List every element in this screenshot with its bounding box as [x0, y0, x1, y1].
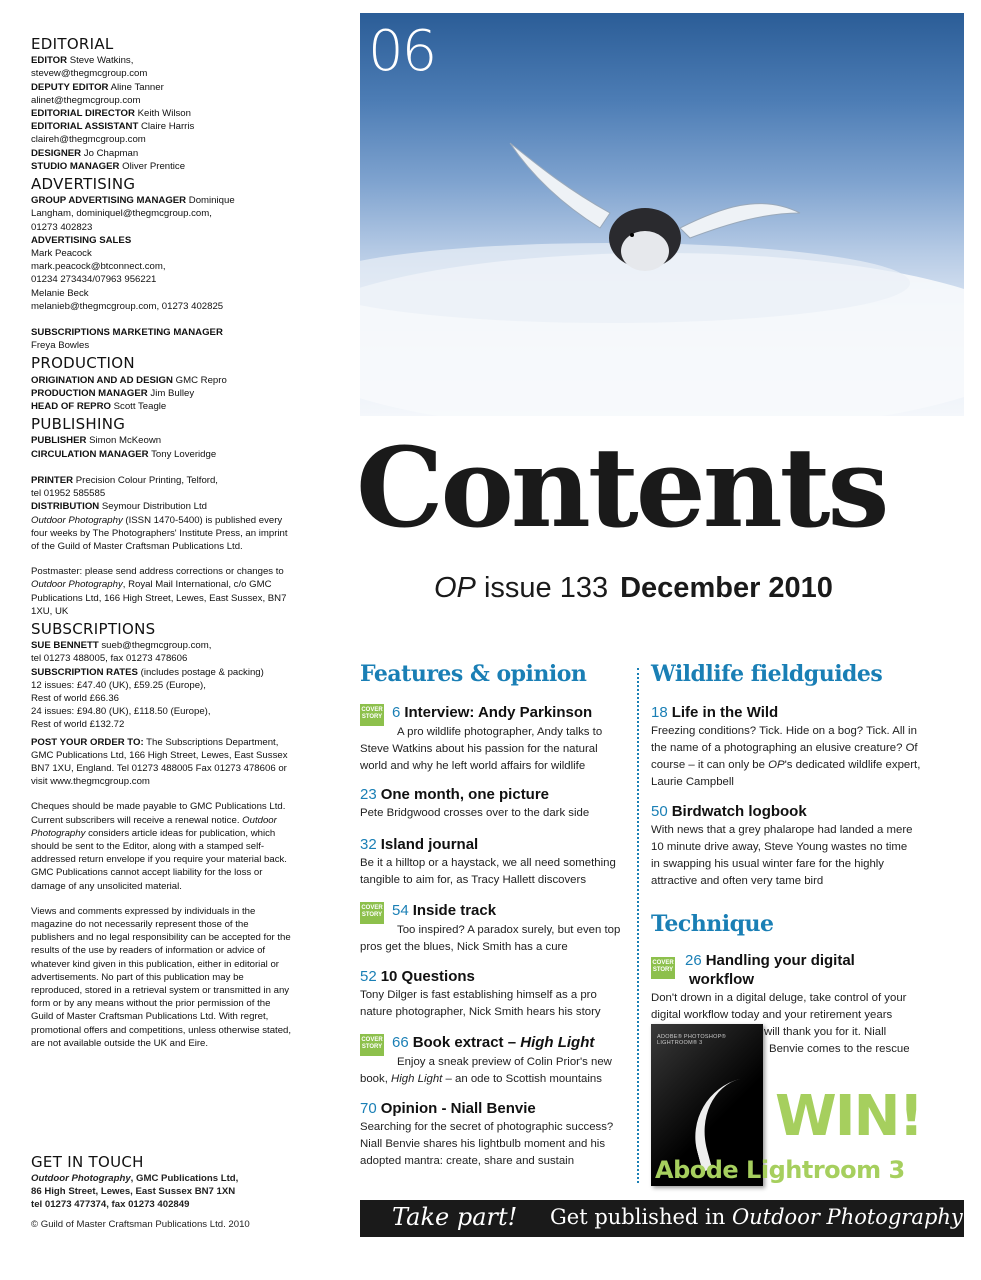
wildlife-title: Birdwatch logbook [671, 803, 807, 820]
issue-number: issue 133 [475, 572, 609, 604]
masthead-line [31, 234, 293, 247]
masthead-role: SUBSCRIPTION RATES [31, 666, 138, 678]
wildlife-desc-italic: OP [768, 759, 785, 771]
masthead-role: PRODUCTION MANAGER [31, 387, 148, 399]
page-ref: 18 [651, 704, 668, 721]
masthead-role: GROUP ADVERTISING MANAGER [31, 195, 187, 207]
issn-italic: Outdoor Photography [31, 514, 123, 526]
masthead-line [31, 500, 293, 513]
badge-line2: STORY [361, 912, 383, 918]
get-published-text [550, 1205, 963, 1229]
masthead-text: stevew@thegmcgroup.com [31, 68, 148, 80]
production-heading: PRODUCTION [31, 354, 135, 373]
masthead-text: (includes postage & packing) [137, 666, 264, 678]
editorial-heading: EDITORIAL [31, 35, 114, 53]
postmaster-b: , Royal Mail International, c/o GMC Publications Ltd, 166 High Street, Lewes, East Sussex, BN7 1XU, UK [31, 579, 287, 617]
feature-title: One month, one picture [380, 786, 550, 803]
masthead-text: alinet@thegmcgroup.com [31, 94, 141, 106]
masthead-line [31, 679, 293, 692]
technique-desc-1: Don't drown in a digital deluge, take control of your digital workflow today and your retirement years [651, 992, 907, 1021]
win-prize: Abode Lightroom 3 [655, 1156, 905, 1184]
masthead-line [31, 652, 293, 665]
masthead-role: DISTRIBUTION [31, 501, 100, 513]
subscriptions-section [31, 619, 293, 1050]
masthead-line [31, 287, 293, 300]
technique-title-line1: Handling your digital [705, 952, 855, 969]
contact-company: , GMC Publications Ltd, [130, 1173, 239, 1184]
badge-line1: COVER [361, 1037, 383, 1043]
cheques-b: considers article ideas for publication, which should be sent to the Editor, along with a stamped self-addressed return envelope if you require your material back. GMC Publications cannot accept liability for the loss or damage of any unsolicited material. [31, 827, 287, 892]
masthead-line [31, 133, 293, 146]
page-ref: 6 [392, 704, 401, 721]
feature-desc [360, 1054, 625, 1088]
masthead-text: Melanie Beck [31, 287, 89, 299]
feature-item[interactable] [360, 836, 630, 889]
masthead-text: Aline Tanner [108, 81, 164, 93]
take-part-label: Take part! [392, 1203, 518, 1231]
box-label: ADOBE® PHOTOSHOP® LIGHTROOM® 3 [657, 1034, 727, 1046]
masthead-text: mark.peacock@btconnect.com, [31, 261, 166, 273]
masthead-text: Oliver Prentice [119, 160, 186, 172]
masthead-line [31, 67, 293, 80]
get-published-italic: Outdoor Photography [731, 1205, 963, 1229]
masthead-line [31, 448, 293, 461]
masthead-line [31, 81, 293, 94]
feature-item[interactable] [360, 786, 625, 822]
feature-item[interactable] [360, 1034, 625, 1088]
masthead-text: Claire Harris [138, 121, 195, 133]
masthead-role: DESIGNER [31, 147, 82, 159]
publishing-section [31, 415, 293, 618]
advertising-lines [31, 194, 293, 352]
wildlife-title: Life in the Wild [671, 704, 779, 721]
masthead-line [31, 54, 293, 67]
take-part-banner[interactable] [360, 1200, 964, 1237]
page-ref: 23 [360, 786, 377, 803]
masthead-line [31, 705, 293, 718]
wildlife-heading: Wildlife fieldguides [651, 661, 883, 687]
masthead-role: CIRCULATION MANAGER [31, 448, 149, 460]
masthead-text: Simon McKeown [86, 435, 162, 447]
post-order-role: POST YOUR ORDER TO: [31, 736, 144, 748]
cheques-italic: Outdoor Photography [31, 814, 277, 839]
feature-desc-a: Enjoy a sneak preview of Colin Prior's new book, [360, 1056, 612, 1085]
wildlife-item[interactable] [651, 803, 913, 890]
masthead-column [31, 35, 293, 1050]
masthead-text: Keith Wilson [134, 108, 191, 120]
masthead-line [31, 107, 293, 120]
post-order-paragraph [31, 736, 293, 789]
subscriptions-heading: SUBSCRIPTIONS [31, 619, 156, 638]
masthead-role: DEPUTY EDITOR [31, 81, 109, 93]
technique-title-line2: workflow [689, 971, 755, 988]
op-label: OP [434, 572, 476, 604]
masthead-role: HEAD OF REPRO [31, 401, 111, 413]
masthead-role: ORIGINATION AND AD DESIGN [31, 374, 173, 386]
publishing-heading: PUBLISHING [31, 415, 126, 434]
masthead-text: Precision Colour Printing, Telford, [73, 474, 218, 486]
wildlife-desc [651, 725, 920, 788]
feature-title: 10 Questions [380, 968, 475, 985]
masthead-line [31, 692, 293, 705]
masthead-line [31, 387, 293, 400]
editorial-section [31, 35, 293, 173]
feature-desc-italic: High Light [391, 1073, 443, 1085]
masthead-line [31, 326, 293, 339]
cover-story-badge [360, 704, 384, 726]
copyright: © Guild of Master Craftsman Publications Ltd. 2010 [31, 1219, 250, 1230]
issue-line [434, 572, 833, 605]
masthead-line [31, 339, 293, 352]
feature-item[interactable] [360, 704, 625, 775]
feature-desc: Searching for the secret of photographic success? Niall Benvie shares his lightbulb moment and his adopted mantra: create, share and sustain [360, 1121, 614, 1167]
masthead-text: Scott Teagle [110, 401, 167, 413]
masthead-line [31, 487, 293, 500]
feature-desc-b: – an ode to Scottish mountains [442, 1073, 602, 1085]
masthead-role: ADVERTISING SALES [31, 234, 132, 246]
masthead-line [31, 194, 293, 207]
cheques-a: Cheques should be made payable to GMC Publications Ltd. Current subscribers will receive a renewal notice. [31, 801, 286, 826]
technique-desc-3: Benvie comes to the rescue [769, 1043, 910, 1055]
masthead-line [31, 434, 293, 447]
technique-heading: Technique [651, 911, 774, 937]
contact-line1 [31, 1172, 301, 1185]
feature-desc: A pro wildlife photographer, Andy talks to Steve Watkins about his passion for the natural world and why he left world affairs for wildlife [360, 726, 603, 772]
masthead-line [31, 221, 293, 234]
masthead-line [31, 474, 293, 487]
masthead-text: 01234 273434/07963 956221 [31, 274, 157, 286]
feature-item[interactable] [360, 902, 625, 956]
bird-in-flight-illustration [360, 13, 964, 416]
masthead-line [31, 247, 293, 260]
feature-title: Island journal [380, 836, 479, 853]
masthead-line [31, 260, 293, 273]
production-lines [31, 374, 293, 414]
technique-title-block [685, 952, 931, 990]
technique-desc-2: will thank you for it. Niall [764, 1026, 887, 1038]
masthead-line [31, 666, 293, 679]
issn-text: (ISSN 1470-5400) is published every four weeks by The Photographers' Institute Press, an imprint of the Guild of Master Craftsman Publications Ltd. [31, 514, 288, 552]
views-paragraph: Views and comments expressed by individuals in the magazine do not necessarily represent those of the publishers and no legal responsibility can be accepted for the results of the use by readers of information or advice of whatever kind given in this publication, either in editorial or advertisements. No part of this publication may be reproduced, stored in a retrieval system or transmitted in any form or by any means without the prior permission of the Guild of Master Craftsman Publications Ltd. With regret, promotional offers and competitions, unless otherwise stated, are not available outside the UK and Eire. [31, 905, 292, 1049]
contact-section [31, 1153, 301, 1231]
masthead-role: EDITOR [31, 55, 68, 67]
contact-line2: 86 High Street, Lewes, East Sussex BN7 1XN [31, 1186, 236, 1197]
masthead-role: PUBLISHER [31, 435, 87, 447]
masthead-text: Dominique [186, 195, 235, 207]
masthead-text: GMC Repro [172, 374, 227, 386]
page-ref: 70 [360, 1100, 377, 1117]
feature-desc: Tony Dilger is fast establishing himself as a pro nature photographer, Nick Smith hears his story [360, 989, 601, 1018]
subscriptions-lines [31, 639, 293, 731]
postmaster-a: Postmaster: please send address corrections or changes to [31, 566, 284, 578]
feature-desc: Too inspired? A paradox surely, but even top pros get the blues, Nick Smith has a cure [360, 924, 621, 953]
masthead-text: 24 issues: £94.80 (UK), £118.50 (Europe), [31, 706, 211, 718]
masthead-line [31, 207, 293, 220]
masthead-line [31, 313, 293, 326]
masthead-text: Steve Watkins, [67, 55, 134, 67]
postmaster-italic: Outdoor Photography [31, 579, 123, 591]
masthead-text: 12 issues: £47.40 (UK), £59.25 (Europe), [31, 679, 206, 691]
wildlife-desc-a: Freezing conditions? Tick. Hide on a bog? Tick. All in the name of a photographing an elusive creature? Of course – it can only be [651, 725, 918, 771]
masthead-role: STUDIO MANAGER [31, 160, 120, 172]
win-headline: WIN! [775, 1084, 923, 1149]
masthead-role: SUBSCRIPTIONS MARKETING MANAGER [31, 327, 223, 339]
masthead-text: Mark Peacock [31, 248, 92, 260]
masthead-text: Rest of world £132.72 [31, 719, 125, 731]
masthead-text: Freya Bowles [31, 340, 90, 352]
column-divider [637, 668, 639, 1183]
feature-title: Opinion - Niall Benvie [380, 1100, 536, 1117]
advertising-section [31, 175, 293, 352]
publishing-lines [31, 434, 293, 513]
page-ref: 52 [360, 968, 377, 985]
masthead-text: Seymour Distribution Ltd [99, 501, 207, 513]
masthead-text: tel 01952 585585 [31, 488, 106, 500]
masthead-role: EDITORIAL ASSISTANT [31, 121, 139, 133]
page-ref: 54 [392, 902, 409, 919]
masthead-line [31, 300, 293, 313]
wildlife-desc: With news that a grey phalarope had landed a mere 10 minute drive away, Steve Young wastes no time in swapping his usual winter fare for the highly attractive and often very tame bird [651, 824, 913, 887]
masthead-line [31, 94, 293, 107]
masthead-text: sueb@thegmcgroup.com, [98, 640, 212, 652]
advertising-heading: ADVERTISING [31, 175, 136, 194]
masthead-text: Jim Bulley [147, 387, 195, 399]
masthead-line [31, 639, 293, 652]
feature-desc: Be it a hilltop or a haystack, we all need something tangible to aim for, as Tracy Hallett discovers [360, 857, 616, 886]
issue-date: December 2010 [620, 572, 833, 604]
page-ref: 32 [360, 836, 377, 853]
postmaster-paragraph [31, 565, 293, 618]
masthead-role: EDITORIAL DIRECTOR [31, 108, 135, 120]
masthead-role: PRINTER [31, 474, 74, 486]
feature-item[interactable] [360, 1100, 625, 1170]
badge-line2: STORY [652, 967, 674, 973]
wildlife-desc-b: 's dedicated wildlife expert, Laurie Campbell [651, 759, 921, 788]
masthead-text: 01273 402823 [31, 221, 93, 233]
badge-line1: COVER [361, 905, 383, 911]
masthead-line [31, 400, 293, 413]
masthead-line [31, 273, 293, 286]
feature-title: Inside track [412, 902, 497, 919]
contents-title: Contents [356, 423, 887, 552]
post-order-text: The Subscriptions Department, GMC Publications Ltd, 166 High Street, Lewes, East Sussex BN7 1XU, England. Tel 01273 488005 Fax 01273 478606 or visit www.thegmcgroup.com [31, 736, 288, 788]
contact-magazine: Outdoor Photography [31, 1173, 131, 1184]
badge-line2: STORY [361, 1044, 383, 1050]
feature-title-italic: High Light [520, 1034, 595, 1051]
masthead-line [31, 160, 293, 173]
masthead-text: Langham, dominiquel@thegmcgroup.com, [31, 208, 212, 220]
get-published-a: Get published in [550, 1205, 732, 1229]
page-number: 06 [368, 19, 436, 84]
cover-story-badge [360, 902, 384, 924]
wildlife-item[interactable] [651, 704, 923, 791]
masthead-text: claireh@thegmcgroup.com [31, 134, 146, 146]
editorial-lines [31, 54, 293, 173]
cover-story-badge [651, 957, 675, 979]
masthead-line [31, 718, 293, 731]
badge-line1: COVER [652, 960, 674, 966]
masthead-text: melanieb@thegmcgroup.com, 01273 402825 [31, 300, 224, 312]
masthead-line [31, 147, 293, 160]
masthead-line [31, 461, 293, 474]
contact-heading: GET IN TOUCH [31, 1153, 144, 1171]
features-heading: Features & opinion [360, 661, 587, 687]
feature-desc: Pete Bridgwood crosses over to the dark side [360, 807, 590, 819]
masthead-role: SUE BENNETT [31, 640, 99, 652]
cover-story-badge [360, 1034, 384, 1056]
masthead-line [31, 374, 293, 387]
badge-line1: COVER [361, 707, 383, 713]
feature-title: Book extract – [412, 1034, 521, 1051]
masthead-text: Jo Chapman [81, 147, 139, 159]
production-section [31, 354, 293, 413]
contact-line3: tel 01273 477374, fax 01273 402849 [31, 1199, 190, 1210]
masthead-text: Rest of world £66.36 [31, 692, 119, 704]
masthead-text: Tony Loveridge [148, 448, 217, 460]
hero-photo [360, 13, 964, 416]
issn-paragraph [31, 514, 293, 554]
page-ref: 50 [651, 803, 668, 820]
masthead-text: tel 01273 488005, fax 01273 478606 [31, 653, 188, 665]
page-ref: 26 [685, 952, 702, 969]
feature-item[interactable] [360, 968, 625, 1021]
page-ref: 66 [392, 1034, 409, 1051]
feature-title: Interview: Andy Parkinson [404, 704, 593, 721]
masthead-line [31, 120, 293, 133]
cheques-paragraph [31, 800, 293, 892]
badge-line2: STORY [361, 714, 383, 720]
